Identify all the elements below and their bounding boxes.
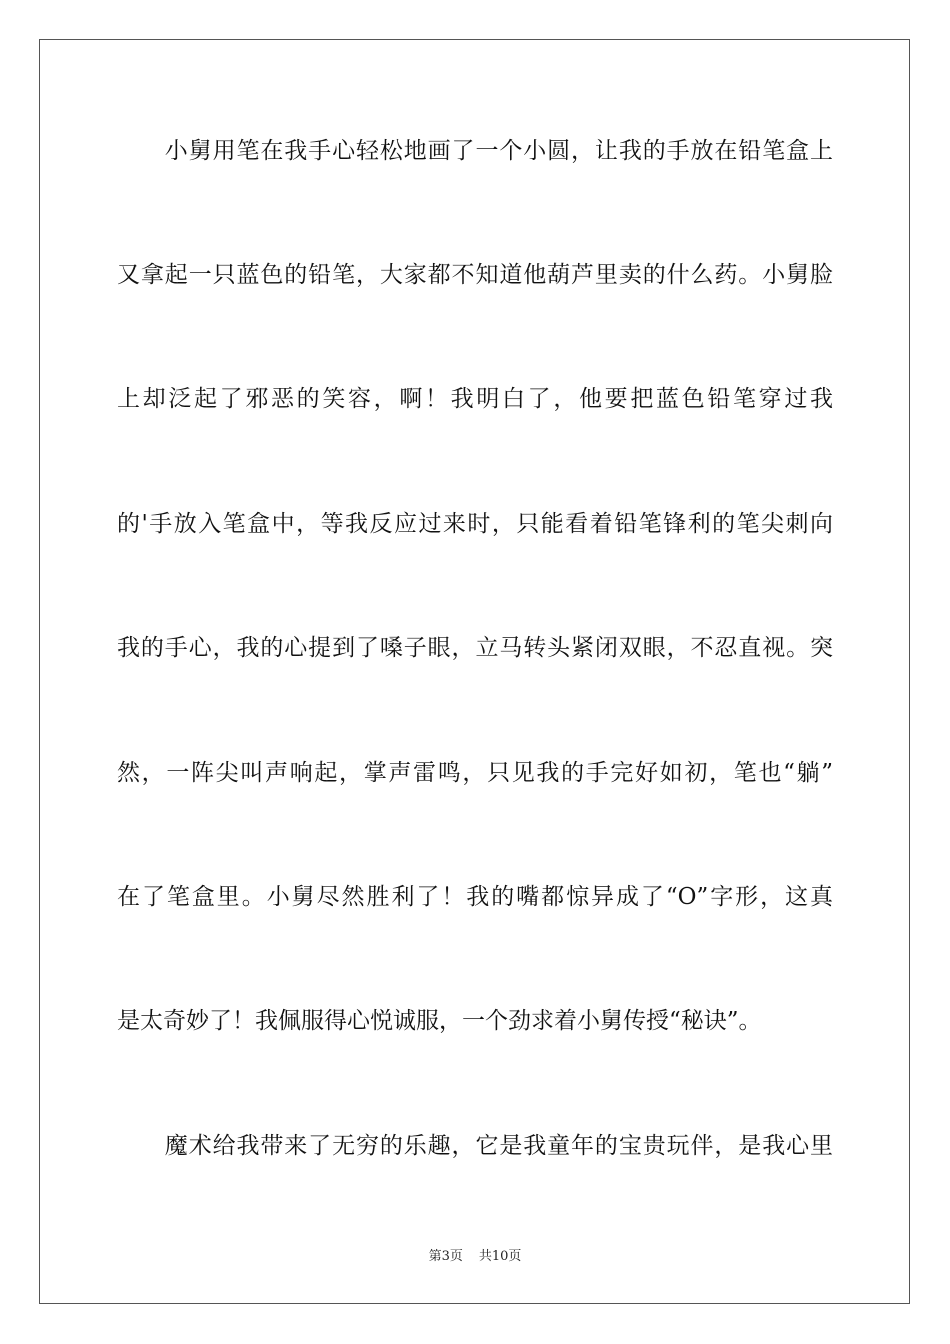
text-line: 在了笔盒里。小舅尽然胜利了！我的嘴都惊异成了“O”字形，这真: [117, 884, 833, 910]
text-line: 然，一阵尖叫声响起，掌声雷鸣，只见我的手完好如初，笔也“躺”: [117, 760, 833, 786]
text-line: 是太奇妙了！我佩服得心悦诚服，一个劲求着小舅传授“秘诀”。: [117, 1008, 762, 1034]
page-total: 共10页: [478, 1249, 522, 1264]
page-border: [39, 39, 910, 1304]
page-number: 第3页: [428, 1249, 463, 1264]
text-line: 又拿起一只蓝色的铅笔，大家都不知道他葫芦里卖的什么药。小舅脸: [117, 262, 833, 288]
text-line: 魔术给我带来了无穷的乐趣，它是我童年的宝贵玩伴，是我心里: [117, 1133, 833, 1159]
text-line: 上却泛起了邪恶的笑容，啊！我明白了，他要把蓝色铅笔穿过我: [117, 386, 833, 412]
text-line: 我的手心，我的心提到了嗓子眼，立马转头紧闭双眼，不忍直视。突: [117, 635, 833, 661]
text-line: 的'手放入笔盒中，等我反应过来时，只能看着铅笔锋利的笔尖刺向: [117, 511, 833, 537]
text-line: 小舅用笔在我手心轻松地画了一个小圆，让我的手放在铅笔盒上: [117, 138, 833, 164]
page-footer: [0, 1248, 950, 1266]
